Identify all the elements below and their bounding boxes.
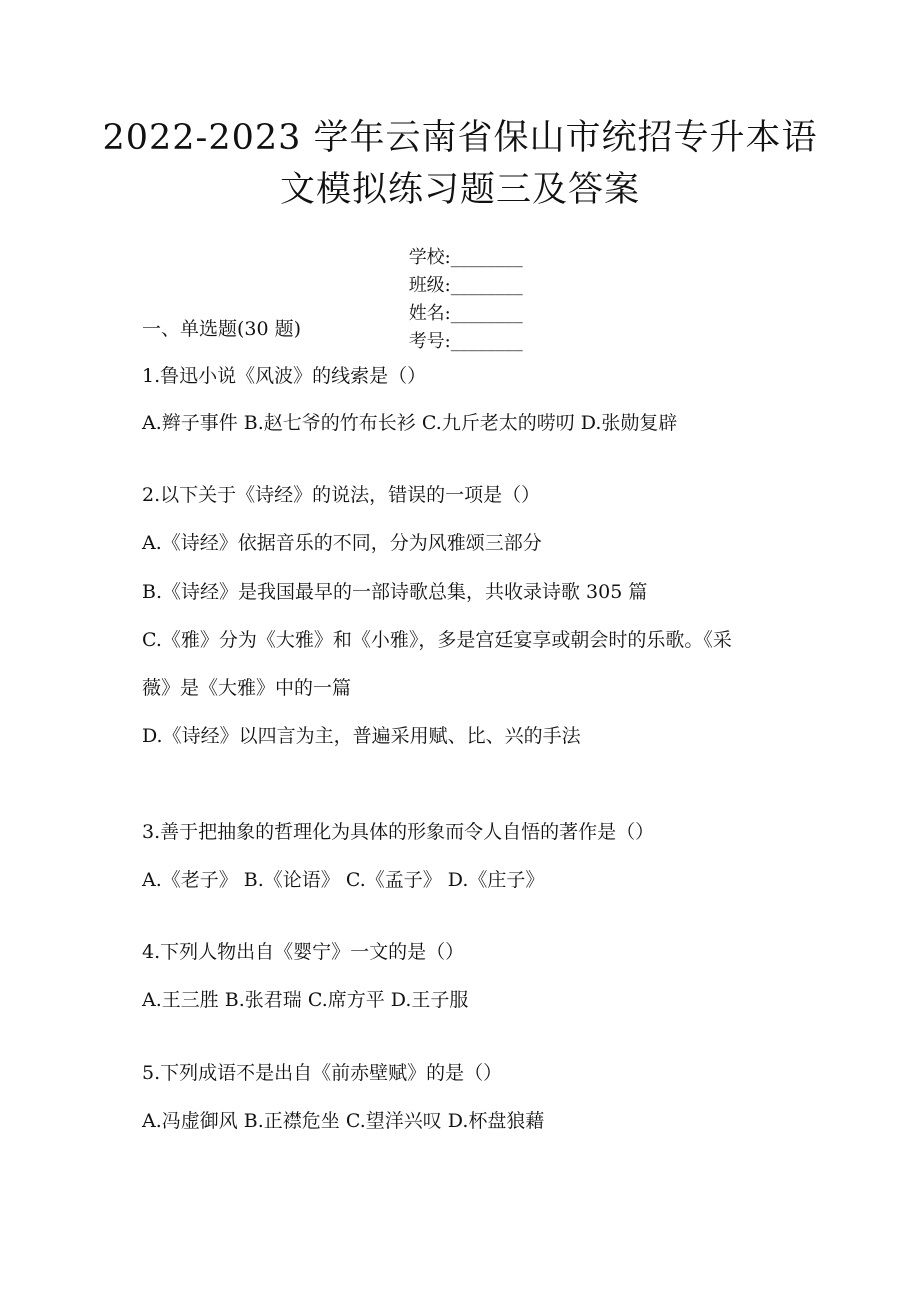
- document-title-line-2: 文模拟练习题三及答案: [279, 170, 640, 210]
- document-title-line-1: 2022-2023 学年云南省保山市统招专升本语: [102, 118, 818, 158]
- question-2-option-c-line-2: 薇》是《大雅》中的一篇: [142, 677, 352, 699]
- student-info-row: [0, 216, 920, 356]
- question-2-option-c-line-1: C.《雅》分为《大雅》和《小雅》，多是宫廷宴享或朝会时的乐歌。《采: [142, 629, 732, 651]
- question-2-stem: 2.以下关于《诗经》的说法，错误的一项是（）: [142, 484, 541, 506]
- name-field: 姓名:________: [408, 303, 523, 324]
- exam-number-field: 考号:________: [408, 331, 523, 352]
- question-2-option-b: B.《诗经》是我国最早的一部诗歌总集，共收录诗歌 305 篇: [142, 581, 648, 603]
- question-2-option-d: D.《诗经》以四言为主，普遍采用赋、比、兴的手法: [142, 725, 581, 747]
- question-5-stem: 5.下列成语不是出自《前赤壁赋》的是（）: [142, 1062, 503, 1084]
- question-2-option-a: A.《诗经》依据音乐的不同，分为风雅颂三部分: [142, 532, 542, 554]
- question-1-stem: 1.鲁迅小说《风波》的线索是（）: [142, 365, 427, 387]
- class-field: 班级:________: [408, 275, 523, 296]
- question-3-options: A.《老子》 B.《论语》 C.《孟子》 D.《庄子》: [142, 869, 545, 891]
- school-field: 学校:________: [408, 247, 523, 268]
- section-heading: 一、单选题(30 题): [142, 318, 302, 340]
- question-1-options: A.辫子事件 B.赵七爷的竹布长衫 C.九斤老太的唠叨 D.张勋复辟: [142, 412, 678, 434]
- question-4-options: A.王三胜 B.张君瑞 C.席方平 D.王子服: [142, 989, 469, 1011]
- question-4-stem: 4.下列人物出自《婴宁》一文的是（）: [142, 941, 465, 963]
- question-5-options: A.冯虚御风 B.正襟危坐 C.望洋兴叹 D.杯盘狼藉: [142, 1110, 545, 1132]
- question-3-stem: 3.善于把抽象的哲理化为具体的形象而令人自悟的著作是（）: [142, 821, 655, 843]
